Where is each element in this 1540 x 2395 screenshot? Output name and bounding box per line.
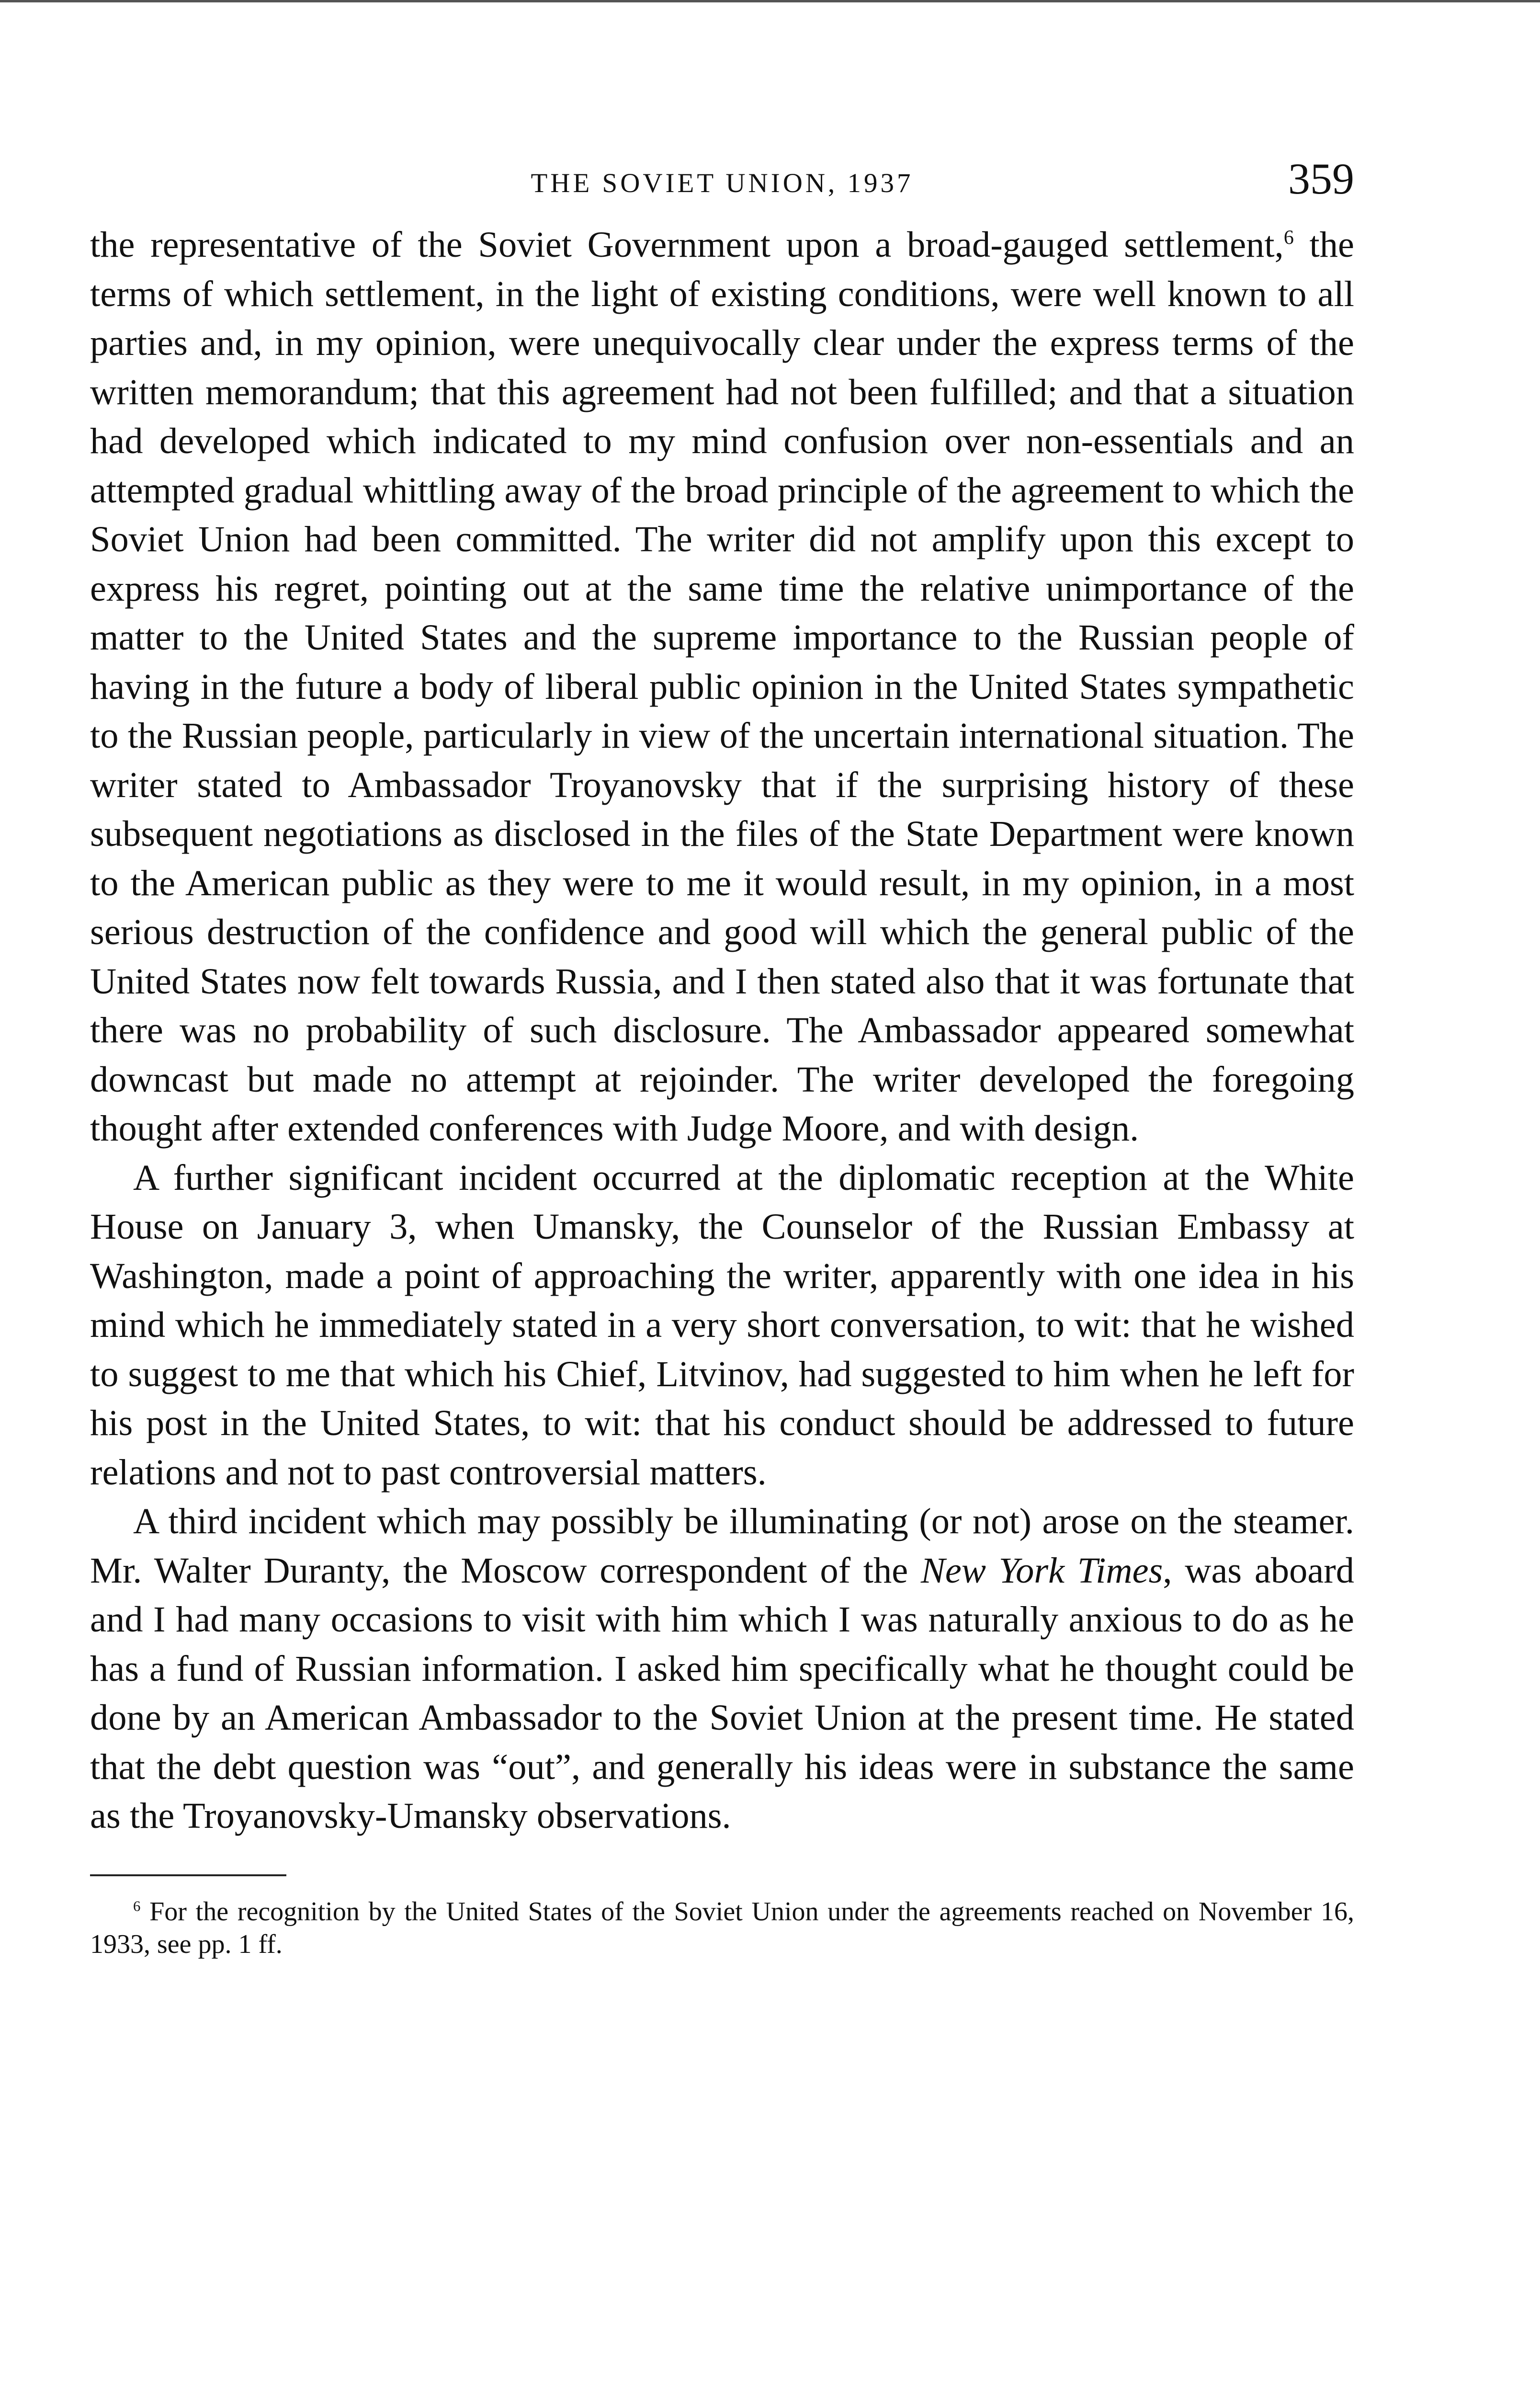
- footnote-text: For the recognition by the United States of the Soviet Union under the agreements reached on November 16, 1933, see pp. 1 ff.: [90, 1896, 1354, 1959]
- paragraph-umansky-incident: A further significant incident occurred at the diplomatic reception at the White House on January 3, when Umansky, the Counselor of the Russian Embassy at Washington, made a point of approaching the writer, apparently with one idea in his mind which he immediately stated in a very short conversation, to wit: that he wished to suggest to me that which his Chief, Litvinov, had suggested to him when he left for his post in the United States, to wit: that his conduct should be addressed to future relations and not to past controversial matters.: [90, 1157, 1354, 1493]
- newspaper-title: New York Times: [920, 1550, 1163, 1591]
- footnote: [90, 1895, 1354, 1961]
- document-page: [90, 139, 1354, 1961]
- paragraph-continuation: [90, 220, 1354, 1153]
- page-number: 359: [1288, 154, 1354, 203]
- running-head: [90, 139, 1354, 211]
- footnote-divider: [90, 1874, 286, 1876]
- paragraph-text: A third incident which may possibly be illuminating (or not) arose on the steamer. Mr. Walter Duranty, the Moscow correspondent of the: [90, 1501, 1354, 1591]
- paragraph-text: the terms of which settlement, in the light of existing conditions, were well known to all parties and, in my opinion, were unequivocally clear under the express terms of the written memorandum; that this agreement had not been fulfilled; and that a situation had developed which indicated to my mind confusion over non-essentials and an attempted gradual whittling away of the broad principle of the agreement to which the Soviet Union had been committed. The writer did not amplify upon this except to express his regret, pointing out at the same time the relative unimportance of the matter to the United States and the supreme importance to the Russian people of having in the future a body of liberal public opinion in the United States sympathetic to the Russian people, particularly in view of the uncertain international situation. The writer stated to Ambassador Troyanovsky that if the surprising history of these subsequent negotiations as disclosed in the files of the State Department were known to the American public as they were to me it would result, in my opinion, in a most serious destruction of the confidence and good will which the general public of the United States now felt towards Russia, and I then stated also that it was fortunate that there was no probability of such disclosure. The Ambassador appeared somewhat downcast but made no attempt at rejoinder. The writer developed the foregoing thought after extended conferences with Judge Moore, and with design.: [90, 224, 1354, 1149]
- body-text: [90, 220, 1354, 1841]
- top-border-rule: [0, 0, 1540, 2]
- paragraph-text: the representative of the Soviet Government upon a broad-gauged settlement,: [90, 224, 1284, 265]
- footnote-reference: 6: [1283, 227, 1294, 249]
- paragraph-duranty-incident: [90, 1497, 1354, 1841]
- running-head-title: THE SOVIET UNION, 1937: [531, 168, 914, 198]
- paragraph-text: , was aboard and I had many occasions to visit with him which I was naturally anxious to do as he has a fund of Russian information. I asked him specifically what he thought could be done by an American Ambassador to the Soviet Union at the present time. He stated that the debt question was “out”, and generally his ideas were in substance the same as the Troyanovsky-Umansky observations.: [90, 1550, 1355, 1836]
- footnote-mark: 6: [133, 1897, 141, 1914]
